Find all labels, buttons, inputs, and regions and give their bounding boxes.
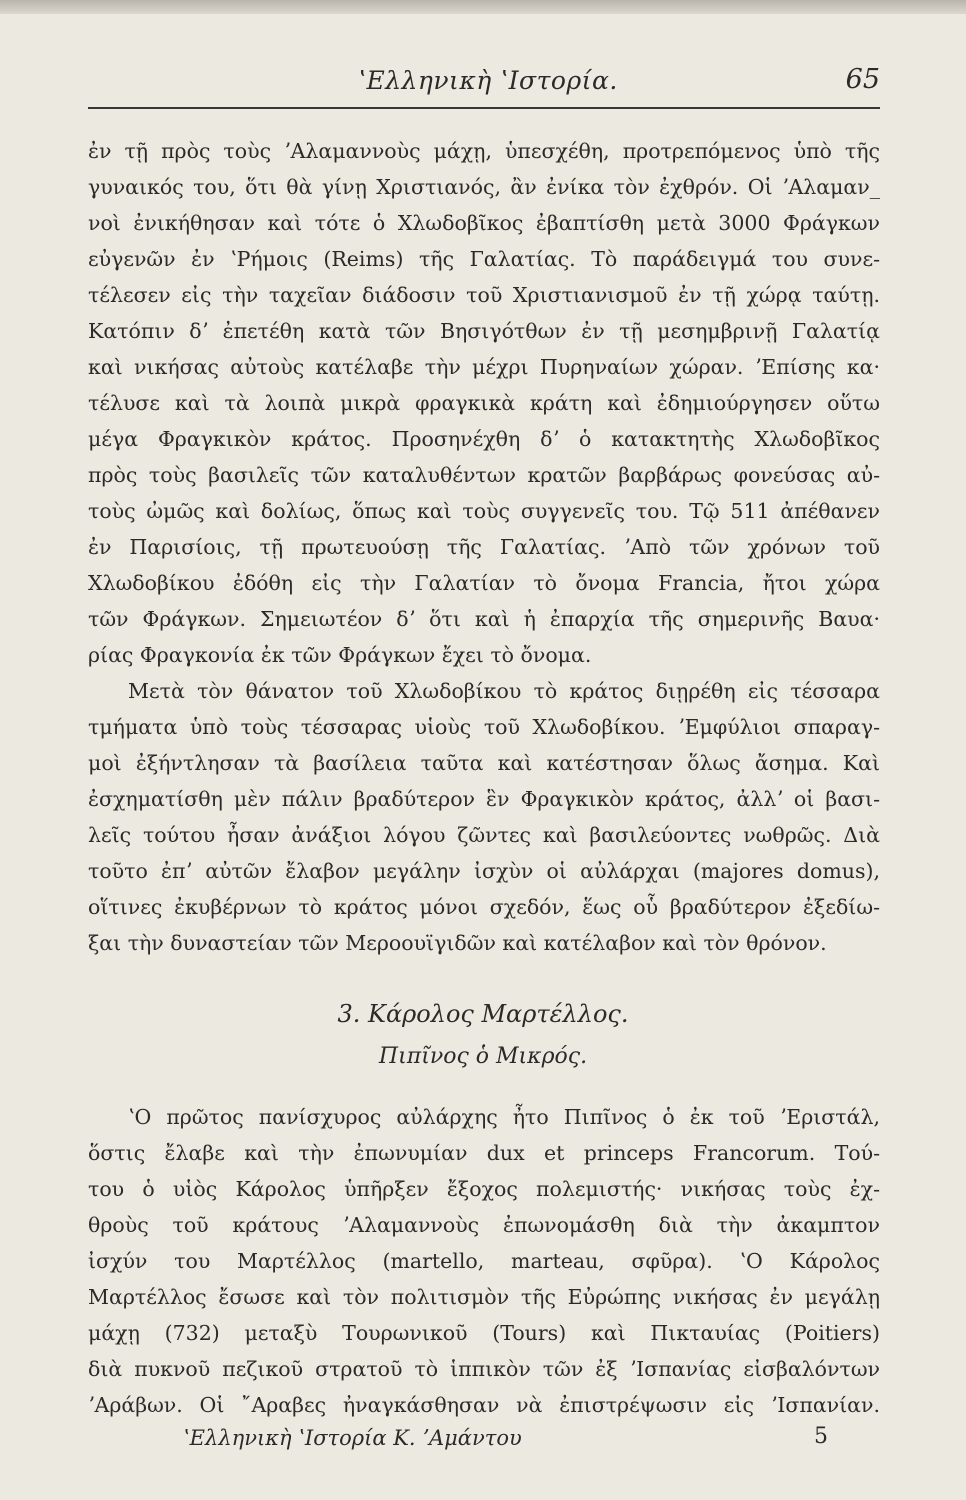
text-line: ἐσχηματίσθη μὲν πάλιν βραδύτερον ἓν Φραγκικὸν κράτος, ἀλλʼ οἱ βασι- <box>88 787 880 811</box>
text-line: οἵτινες ἐκυβέρνων τὸ κράτος μόνοι σχεδόν, ἕως οὗ βραδύτερον ἐξεδίω- <box>88 895 880 919</box>
text-line: τοῦτο ἐπʼ αὐτῶν ἔλαβον μεγάλην ἰσχὺν οἱ αὐλάρχαι (majores domus), <box>88 859 880 883</box>
page-number: 65 <box>845 64 880 95</box>
text-line: ἐν τῇ πρὸς τοὺς ʼΑλαμαννοὺς μάχῃ, ὑπεσχέθη, προτρεπόμενος ὑπὸ τῆς <box>88 139 880 163</box>
text-line: μέγα Φραγκικὸν κράτος. Προσηνέχθη δʼ ὁ κατακτητὴς Χλωδοβῖκος <box>88 427 880 451</box>
text-line: γυναικός του, ὅτι θὰ γίνῃ Χριστιανός, ἂν ἐνίκα τὸν ἐχθρόν. Οἱ ʼΑλαμαν_ <box>88 175 880 199</box>
running-title: ʽΕλληνικὴ ʽΙστορία. <box>358 66 618 95</box>
signature-mark: 5 <box>814 1424 828 1449</box>
page-top-edge <box>0 0 966 14</box>
text-line: ὅστις ἔλαβε καὶ τὴν ἐπωνυμίαν dux et princeps Francorum. Τού- <box>88 1141 880 1165</box>
page-footer <box>88 1422 880 1458</box>
section-heading: 3. Κάρολος Μαρτέλλος. <box>337 1000 629 1028</box>
text-line: ʼΑράβων. Οἱ ῎Αραβες ἠναγκάσθησαν νὰ ἐπιστρέψωσιν εἰς ʼΙσπανίαν. <box>88 1393 880 1417</box>
text-line: ρίας Φραγκονία ἐκ τῶν Φράγκων ἔχει τὸ ὄνομα. <box>88 643 592 667</box>
text-line: του ὁ υἱὸς Κάρολος ὑπῆρξεν ἔξοχος πολεμιστής· νικήσας τοὺς ἐχ- <box>88 1177 880 1201</box>
text-line: τέλεσεν εἰς τὴν ταχεῖαν διάδοσιν τοῦ Χριστιανισμοῦ ἐν τῇ χώρᾳ ταύτῃ. <box>88 283 880 307</box>
text-line: τμήματα ὑπὸ τοὺς τέσσαρας υἱοὺς τοῦ Χλωδοβίκου. ʼΕμφύλιοι σπαραγ- <box>88 715 880 739</box>
text-line: τοὺς ὠμῶς καὶ δολίως, ὅπως καὶ τοὺς συγγενεῖς του. Τῷ 511 ἀπέθανεν <box>88 499 880 523</box>
footer-title: ʽΕλληνικὴ ʽΙστορία Κ. ʼΑμάντου <box>183 1426 522 1450</box>
text-line: νοὶ ἐνικήθησαν καὶ τότε ὁ Χλωδοβῖκος ἐβαπτίσθη μετὰ 3000 Φράγκων <box>88 211 880 235</box>
text-line: ἰσχύν του Μαρτέλλος (martello, marteau, σφῦρα). ʽΟ Κάρολος <box>88 1249 880 1273</box>
text-line: τῶν Φράγκων. Σημειωτέον δʼ ὅτι καὶ ἡ ἐπαρχία τῆς σημερινῆς Βαυα· <box>88 607 880 631</box>
section-subheading: Πιπῖνος ὁ Μικρός. <box>378 1044 588 1069</box>
header-rule <box>88 107 880 109</box>
text-line: εὐγενῶν ἐν ʽΡήμοις (Reims) τῆς Γαλατίας. Τὸ παράδειγμά του συνε- <box>88 247 880 271</box>
text-line: διὰ πυκνοῦ πεζικοῦ στρατοῦ τὸ ἱππικὸν τῶν ἐξ ʼΙσπανίας εἰσβαλόντων <box>88 1357 880 1381</box>
text-line: ξαι τὴν δυναστείαν τῶν Μεροουϊγιδῶν καὶ κατέλαβον καὶ τὸν θρόνον. <box>88 931 827 955</box>
text-line: Κατόπιν δʼ ἐπετέθη κατὰ τῶν Βησιγότθων ἐν τῇ μεσημβρινῇ Γαλατίᾳ <box>88 319 880 343</box>
text-line: τέλυσε καὶ τὰ λοιπὰ μικρὰ φραγκικὰ κράτη καὶ ἐδημιούργησεν οὕτω <box>88 391 880 415</box>
text-line: μάχῃ (732) μεταξὺ Τουρωνικοῦ (Tours) καὶ Πικταυίας (Poitiers) <box>88 1321 880 1345</box>
text-line: Μαρτέλλος ἔσωσε καὶ τὸν πολιτισμὸν τῆς Εὐρώπης νικήσας ἐν μεγάλῃ <box>88 1285 880 1309</box>
text-line: ʽΟ πρῶτος πανίσχυρος αὐλάρχης ἦτο Πιπῖνος ὁ ἐκ τοῦ ʼΕριστάλ, <box>128 1105 880 1129</box>
text-line: λεῖς τούτου ἦσαν ἀνάξιοι λόγου ζῶντες καὶ βασιλεύοντες νωθρῶς. Διὰ <box>88 823 880 847</box>
text-line: καὶ νικήσας αὐτοὺς κατέλαβε τὴν μέχρι Πυρηναίων χώραν. ʼΕπίσης κα· <box>88 355 880 379</box>
text-line: Μετὰ τὸν θάνατον τοῦ Χλωδοβίκου τὸ κράτος διῃρέθη εἰς τέσσαρα <box>128 679 880 703</box>
text-line: θροὺς τοῦ κράτους ʼΑλαμαννοὺς ἐπωνομάσθη διὰ τὴν ἀκαμπτον <box>88 1213 880 1237</box>
text-line: μοὶ ἐξήντλησαν τὰ βασίλεια ταῦτα καὶ κατέστησαν ὅλως ἄσημα. Καὶ <box>88 751 880 775</box>
text-line: ἐν Παρισίοις, τῇ πρωτευούσῃ τῆς Γαλατίας. ʼΑπὸ τῶν χρόνων τοῦ <box>88 535 880 559</box>
text-line: Χλωδοβίκου ἐδόθη εἰς τὴν Γαλατίαν τὸ ὄνομα Francia, ἤτοι χώρα <box>88 571 880 595</box>
text-line: πρὸς τοὺς βασιλεῖς τῶν καταλυθέντων κρατῶν βαρβάρως φονεύσας αὐ- <box>88 463 880 487</box>
page-header <box>88 60 880 100</box>
